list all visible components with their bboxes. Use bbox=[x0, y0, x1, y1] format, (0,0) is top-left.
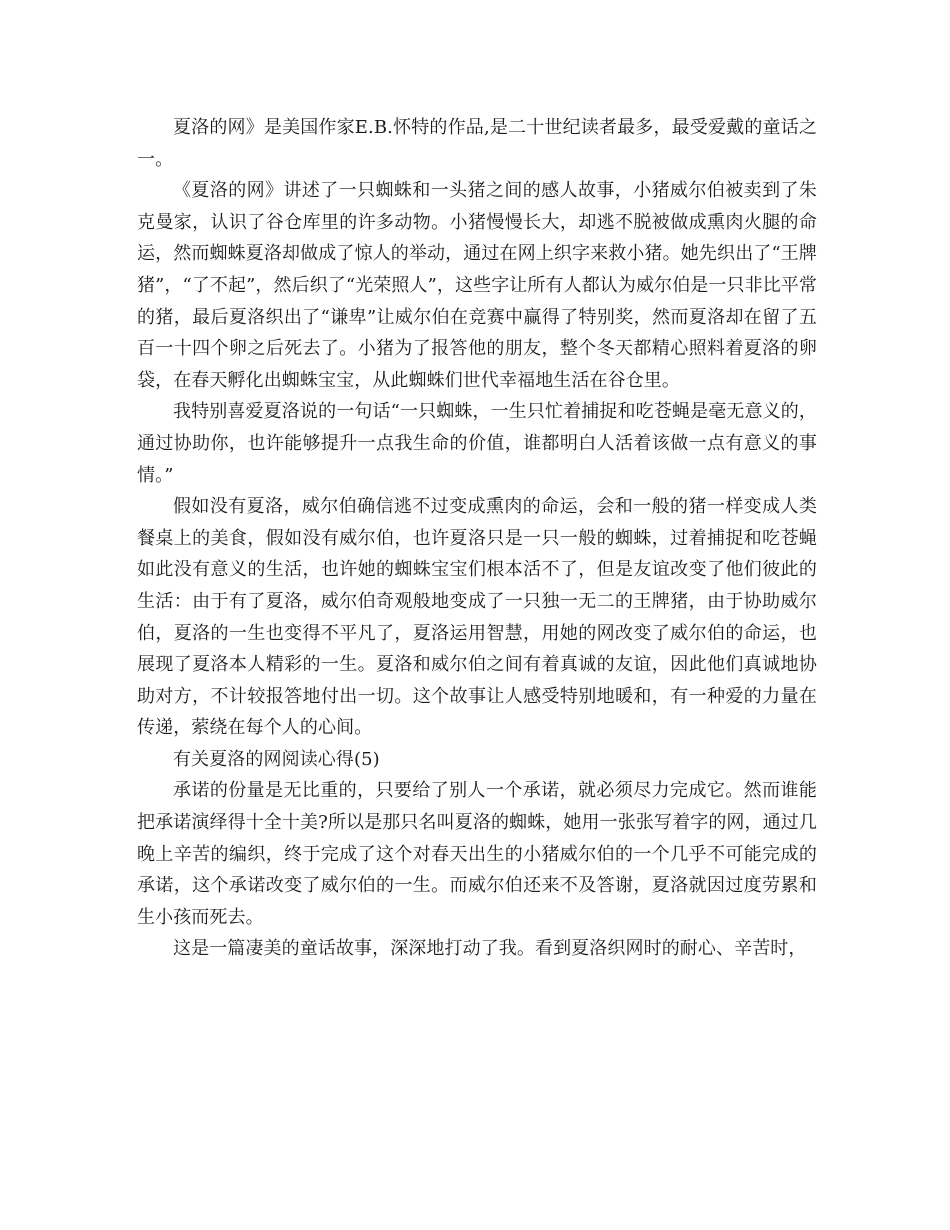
paragraph-story-summary: 《夏洛的网》讲述了一只蜘蛛和一头猪之间的感人故事，小猪威尔伯被卖到了朱克曼家，认识了谷仓库里的许多动物。小猪慢慢长大，却逃不脱被做成熏肉火腿的命运，然而蜘蛛夏洛却做成了惊人的举动，通过在网上织字来救小猪。她先织出了“王牌猪”，“了不起”，然后织了“光荣照人”，这些字让所有人都认为威尔伯是一只非比平常的猪，最后夏洛织出了“谦卑”让威尔伯在竞赛中赢得了特别奖，然而夏洛却在留了五百一十四个卵之后死去了。小猪为了报答他的朋友，整个冬天都精心照料着夏洛的卵袋，在春天孵化出蜘蛛宝宝，从此蜘蛛们世代幸福地生活在谷仓里。 bbox=[137, 180, 818, 391]
section-heading: 有关夏洛的网阅读心得(5) bbox=[173, 748, 380, 770]
paragraph-closing: 这是一篇凄美的童话故事，深深地打动了我。看到夏洛织网时的耐心、辛苦时， bbox=[173, 938, 807, 960]
paragraph-promise: 承诺的份量是无比重的，只要给了别人一个承诺，就必须尽力完成它。然而谁能把承诺演绎得十全十美?所以是那只名叫夏洛的蜘蛛，她用一张张写着字的网，通过几晚上辛苦的编织，终于完成了这个对春天出生的小猪威尔伯的一个几乎不可能完成的承诺，这个承诺改变了威尔伯的一生。而威尔伯还来不及答谢，夏洛就因过度劳累和生小孩而死去。 bbox=[137, 780, 817, 928]
paragraph-favorite-quote: 我特别喜爱夏洛说的一句话“一只蜘蛛，一生只忙着捕捉和吃苍蝇是毫无意义的，通过协助你，也许能够提升一点我生命的价值，谁都明白人活着该做一点有意义的事情。” bbox=[137, 401, 817, 486]
paragraph-intro: 夏洛的网》是美国作家E.B.怀特的作品,是二十世纪读者最多，最受爱戴的童话之一。 bbox=[137, 117, 817, 170]
paragraph-friendship: 假如没有夏洛，威尔伯确信逃不过变成熏肉的命运，会和一般的猪一样变成人类餐桌上的美食，假如没有威尔伯，也许夏洛只是一只一般的蜘蛛，过着捕捉和吃苍蝇如此没有意义的生活，也许她的蜘蛛宝宝们根本活不了，但是友谊改变了他们彼此的生活：由于有了夏洛，威尔伯奇观般地变成了一只独一无二的王牌猪，由于协助威尔伯，夏洛的一生也变得不平凡了，夏洛运用智慧，用她的网改变了威尔伯的命运，也展现了夏洛本人精彩的一生。夏洛和威尔伯之间有着真诚的友谊，因此他们真诚地协助对方，不计较报答地付出一切。这个故事让人感受特别地暖和，有一种爱的力量在传递，萦绕在每个人的心间。 bbox=[137, 496, 817, 739]
article-body bbox=[137, 112, 817, 965]
